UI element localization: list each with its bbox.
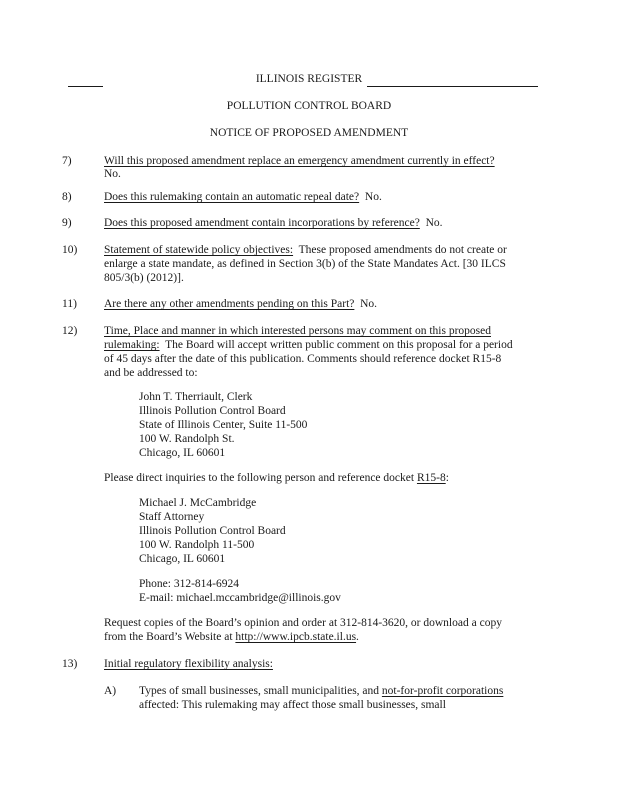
clerk-city: Chicago, IL 60601 [139, 447, 226, 459]
inquiry-colon: : [445, 472, 449, 484]
item-10-question: Statement of statewide policy objectives: [104, 244, 294, 256]
item-12-line-2 [104, 338, 513, 353]
item-10-line-1 [104, 243, 507, 258]
item-10-text-3: 805/3(b) (2012)]. [104, 272, 184, 284]
item-13-a-underlined: not-for-profit corporations [381, 685, 504, 697]
item-7-answer: No. [104, 168, 121, 180]
item-13-a-line-1 [139, 684, 503, 699]
item-7-number: 7) [62, 155, 72, 167]
item-9-number: 9) [62, 217, 72, 229]
item-8-line [104, 190, 382, 205]
inquiry-text: Please direct inquiries to the following person and reference docket [104, 472, 415, 484]
item-12-number: 12) [62, 325, 78, 337]
item-13-a-label: A) [104, 685, 117, 697]
contact-street: 100 W. Randolph 11-500 [139, 539, 255, 551]
item-8-answer: No. [364, 191, 382, 203]
contact-name: Michael J. McCambridge [139, 497, 257, 509]
register-title: ILLINOIS REGISTER [255, 73, 363, 85]
notice-title: NOTICE OF PROPOSED AMENDMENT [209, 127, 409, 139]
item-9-line [104, 216, 443, 231]
item-10-text-1: These proposed amendments do not create or [298, 244, 507, 256]
item-11-line [104, 297, 377, 312]
item-13-question: Initial regulatory flexibility analysis: [104, 658, 273, 670]
item-12-question-1: Time, Place and manner in which interested persons may comment on this proposed [104, 325, 491, 337]
clerk-building: State of Illinois Center, Suite 11-500 [139, 419, 308, 431]
item-12-text-4: and be addressed to: [104, 367, 198, 379]
item-11-number: 11) [62, 298, 77, 310]
item-7-question: Will this proposed amendment replace an emergency amendment currently in effect? [104, 155, 495, 167]
item-12-question-2: rulemaking: [104, 339, 160, 351]
contact-org: Illinois Pollution Control Board [139, 525, 286, 537]
item-10-text-2: enlarge a state mandate, as defined in Section 3(b) of the State Mandates Act. [30 ILCS [104, 258, 506, 270]
item-13-number: 13) [62, 658, 78, 670]
board-title: POLLUTION CONTROL BOARD [226, 100, 392, 112]
request-text: from the Board’s Website at [104, 631, 233, 643]
inquiry-line [104, 471, 449, 486]
item-11-answer: No. [360, 298, 378, 310]
item-11-question: Are there any other amendments pending on this Part? [104, 298, 355, 310]
item-12-text-3: of 45 days after the date of this publication. Comments should reference docket R15-8 [104, 353, 502, 365]
contact-city: Chicago, IL 60601 [139, 553, 226, 565]
request-line-2 [104, 630, 359, 645]
item-9-question: Does this proposed amendment contain incorporations by reference? [104, 217, 420, 229]
clerk-street: 100 W. Randolph St. [139, 433, 235, 445]
clerk-name: John T. Therriault, Clerk [139, 391, 253, 403]
contact-title: Staff Attorney [139, 511, 205, 523]
item-8-question: Does this rulemaking contain an automatic repeal date? [104, 191, 360, 203]
item-13-a-text-1: Types of small businesses, small municipalities, and [139, 685, 380, 697]
item-10-number: 10) [62, 244, 78, 256]
request-period: . [356, 631, 359, 643]
item-13-a-text-2: affected: This rulemaking may affect those small businesses, small [139, 699, 446, 711]
clerk-org: Illinois Pollution Control Board [139, 405, 286, 417]
item-12-text-2: The Board will accept written public comment on this proposal for a period [165, 339, 513, 351]
inquiry-docket: R15-8 [416, 472, 446, 484]
request-line-1: Request copies of the Board’s opinion and order at 312-814-3620, or download a copy [104, 617, 502, 629]
board-website-link[interactable]: http://www.ipcb.state.il.us [235, 631, 357, 643]
item-9-answer: No. [425, 217, 443, 229]
item-8-number: 8) [62, 191, 72, 203]
contact-phone: Phone: 312-814-6924 [139, 578, 239, 590]
contact-email: E-mail: michael.mccambridge@illinois.gov [139, 592, 341, 604]
